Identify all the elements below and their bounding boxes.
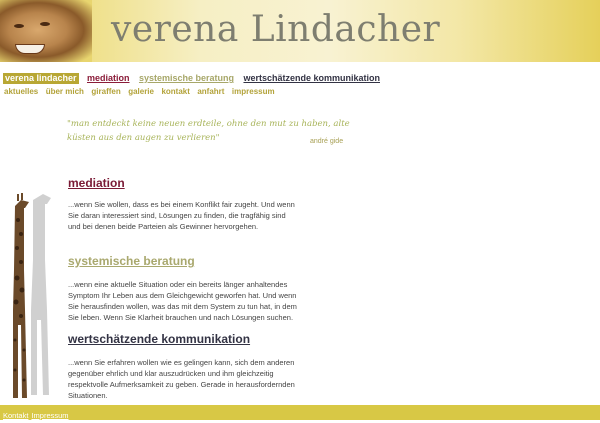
nav-item-wertschaetzende-kommunikation[interactable]: wertschätzende kommunikation — [243, 73, 380, 83]
subnav-item-anfahrt[interactable]: anfahrt — [197, 87, 225, 96]
section-heading-systemische-beratung[interactable]: systemische beratung — [68, 254, 195, 268]
subnav-item-giraffen[interactable]: giraffen — [91, 87, 121, 96]
quote-text: "man entdeckt keine neuen erdteile, ohne den mut zu haben, alte küsten aus den augen zu verlieren" — [67, 119, 350, 143]
sub-nav — [4, 81, 278, 99]
footer-bar — [0, 405, 600, 420]
nav-item-mediation[interactable]: mediation — [87, 73, 130, 83]
section-text-systemische-beratung: ...wenn eine aktuelle Situation oder ein bereits länger anhaltendes Symptom Ihr Leben aus dem Gleichgewicht geworfen hat. Und wenn Sie herausfinden wollen, was das mit dem System zu tun hat, in dem Sie leben. Wenn Sie Klarheit brauchen und nach Lösungen suchen. — [68, 280, 297, 322]
section-text-wertschaetzende-kommunikation: ...wenn Sie erfahren wollen wie es gelingen kann, sich dem anderen gegenüber ehrlich und klar auszudrücken und ihm gleichzeitig respektvolle Aufmerksamkeit zu geben. Gerade in herausfordernden Situationen. — [68, 358, 295, 400]
nav-item-systemische-beratung[interactable]: systemische beratung — [138, 73, 235, 83]
header-banner — [0, 0, 600, 62]
subnav-item-ueber-mich[interactable]: über mich — [45, 87, 84, 96]
subnav-item-impressum[interactable]: impressum — [231, 87, 275, 96]
section-text-mediation: ...wenn Sie wollen, dass es bei einem Konflikt fair zugeht. Und wenn Sie daran interessiert sind, Lösungen zu finden, die tragfähig sind und bei denen beide Parteien als Gewinner hervorgehen. — [68, 200, 295, 231]
site-title: verena Lindacher — [111, 9, 441, 50]
main-nav — [3, 68, 384, 83]
footer-link-impressum[interactable]: Impressum — [31, 411, 69, 420]
subnav-item-kontakt[interactable]: kontakt — [161, 87, 190, 96]
nav-item-home[interactable]: verena lindacher — [5, 73, 77, 83]
section-heading-mediation[interactable]: mediation — [68, 176, 125, 190]
subnav-item-galerie[interactable]: galerie — [128, 87, 154, 96]
section-heading-wertschaetzende-kommunikation[interactable]: wertschätzende kommunikation — [68, 332, 251, 346]
giraffe-sculpture-image — [5, 190, 65, 405]
footer-link-kontakt[interactable]: Kontakt — [3, 411, 29, 420]
portrait-photo — [0, 0, 92, 62]
subnav-item-aktuelles[interactable]: aktuelles — [4, 87, 39, 96]
quote-author: andré gide — [310, 138, 344, 145]
